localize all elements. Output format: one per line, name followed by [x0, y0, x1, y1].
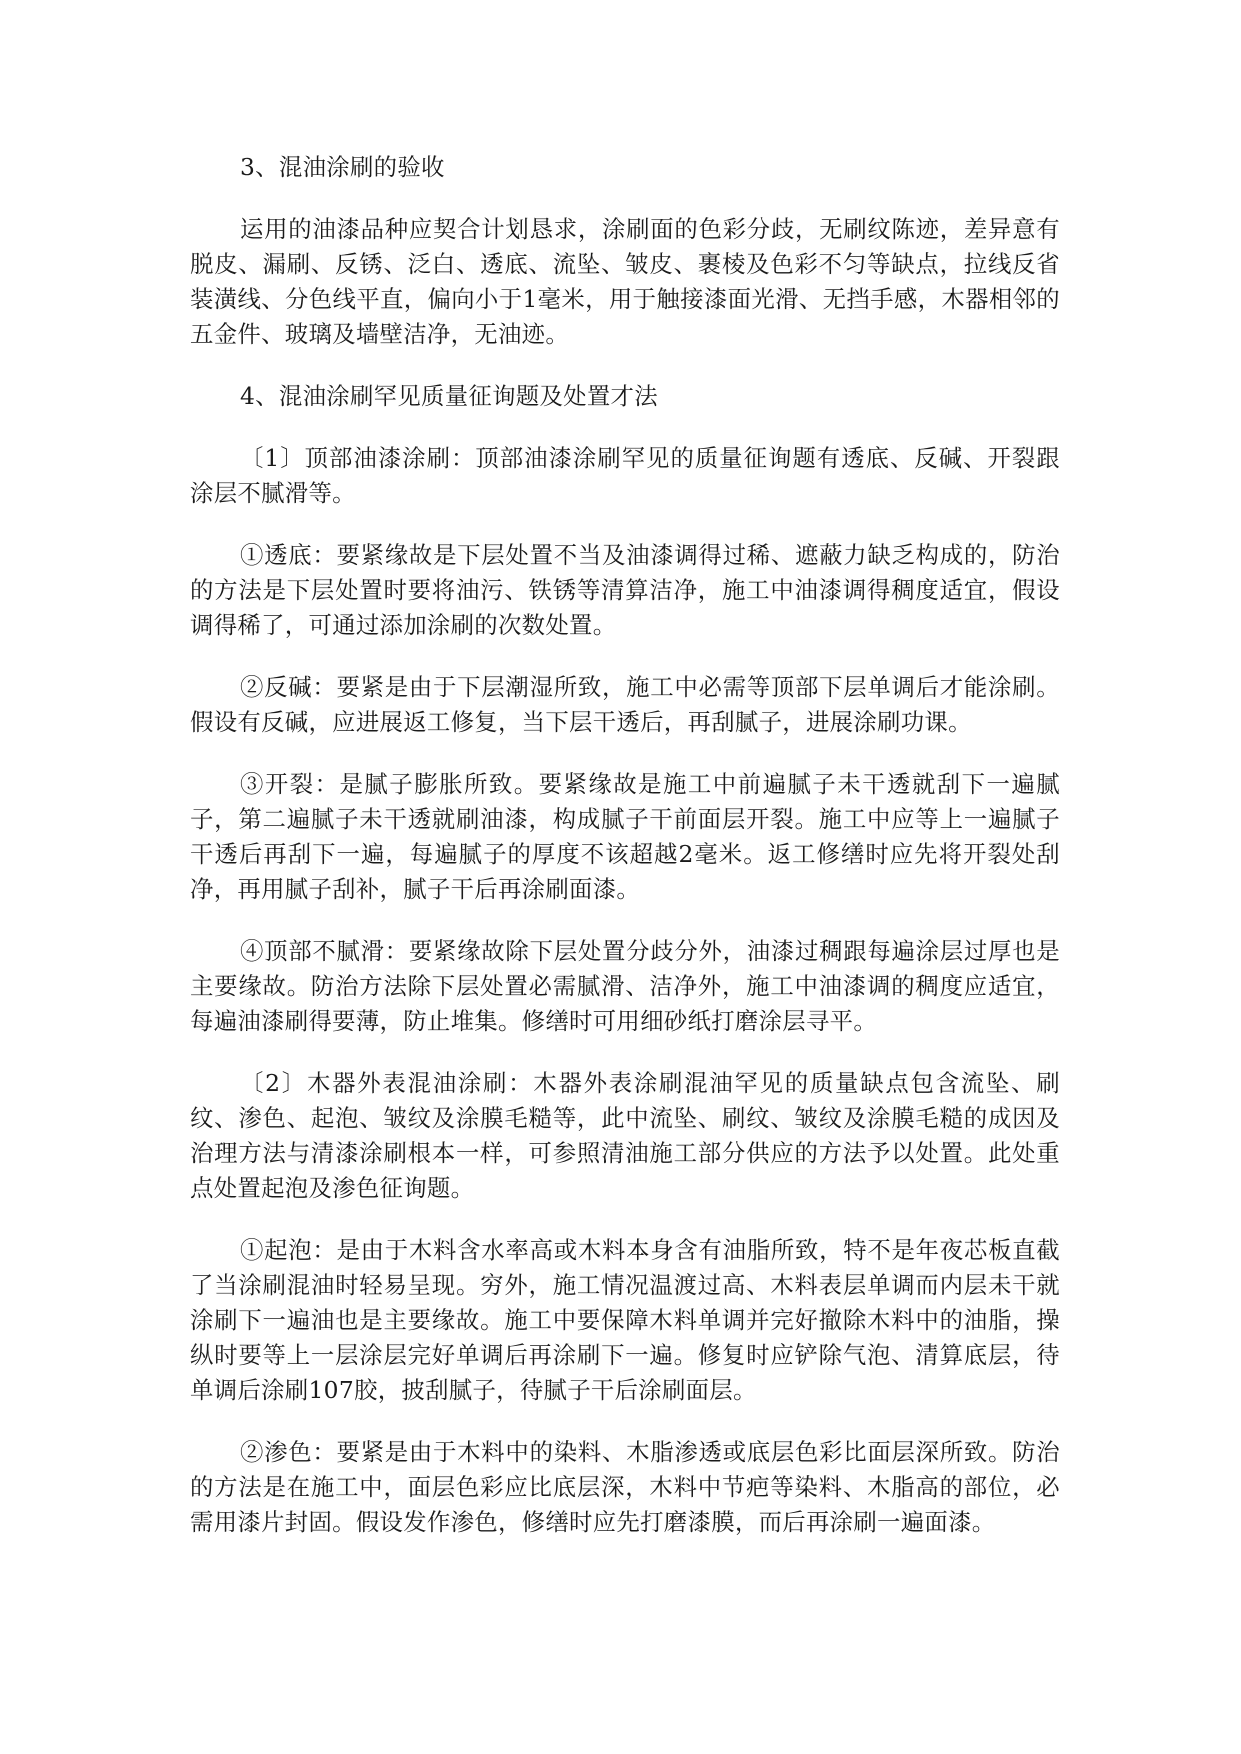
paragraph-bleeding: ②渗色：要紧是由于木料中的染料、木脂渗透或底层色彩比面层深所致。防治的方法是在施工中，面层色彩应比底层深，木料中节疤等染料、木脂高的部位，必需用漆片封固。假设发作渗色，修缮时应先打磨漆膜，而后再涂刷一遍面漆。: [190, 1438, 1060, 1536]
paragraph-ceiling-painting: 〔1〕顶部油漆涂刷：顶部油漆涂刷罕见的质量征询题有透底、反碱、开裂跟涂层不腻滑等。: [190, 444, 1060, 507]
section-heading-acceptance: 3、混油涂刷的验收: [240, 153, 445, 181]
document-page: [190, 150, 1060, 1567]
paragraph-cracking: ③开裂：是腻子膨胀所致。要紧缘故是施工中前遍腻子未干透就刮下一遍腻子，第二遍腻子未干透就刷油漆，构成腻子干前面层开裂。施工中应等上一遍腻子干透后再刮下一遍，每遍腻子的厚度不该超越2毫米。返工修缮时应先将开裂处刮净，再用腻子刮补，腻子干后再涂刷面漆。: [190, 770, 1060, 903]
paragraph-wood-surface: 〔2〕木器外表混油涂刷：木器外表涂刷混油罕见的质量缺点包含流坠、刷纹、渗色、起泡、皱纹及涂膜毛糙等，此中流坠、刷纹、皱纹及涂膜毛糙的成因及治理方法与清漆涂刷根本一样，可参照清油施工部分供应的方法予以处置。此处重点处置起泡及渗色征询题。: [190, 1069, 1060, 1202]
paragraph-show-through: ①透底：要紧缘故是下层处置不当及油漆调得过稀、遮蔽力缺乏构成的，防治的方法是下层处置时要将油污、铁锈等清算洁净，施工中油漆调得稠度适宜，假设调得稀了，可通过添加涂刷的次数处置。: [190, 541, 1060, 639]
section-heading-common-issues: 4、混油涂刷罕见质量征询题及处置才法: [240, 382, 658, 410]
paragraph-acceptance-criteria: 运用的油漆品种应契合计划恳求，涂刷面的色彩分歧，无刷纹陈迹，差异意有脱皮、漏刷、反锈、泛白、透底、流坠、皱皮、裹棱及色彩不匀等缺点，拉线反省装潢线、分色线平直，偏向小于1毫米，用于触接漆面光滑、无挡手感，木器相邻的五金件、玻璃及墙壁洁净，无油迹。: [190, 215, 1060, 348]
paragraph-blistering: ①起泡：是由于木料含水率高或木料本身含有油脂所致，特不是年夜芯板直截了当涂刷混油时轻易呈现。穷外，施工情况温渡过高、木料表层单调而内层未干就涂刷下一遍油也是主要缘故。施工中要保障木料单调并完好撤除木料中的油脂，操纵时要等上一层涂层完好单调后再涂刷下一遍。修复时应铲除气泡、清算底层，待单调后涂刷107胶，披刮腻子，待腻子干后涂刷面层。: [190, 1236, 1060, 1404]
paragraph-unsmooth: ④顶部不腻滑：要紧缘故除下层处置分歧分外，油漆过稠跟每遍涂层过厚也是主要缘故。防治方法除下层处置必需腻滑、洁净外，施工中油漆调的稠度应适宜，每遍油漆刷得要薄，防止堆集。修缮时可用细砂纸打磨涂层寻平。: [190, 937, 1060, 1035]
paragraph-alkali: ②反碱：要紧是由于下层潮湿所致，施工中必需等顶部下层单调后才能涂刷。假设有反碱，应进展返工修复，当下层干透后，再刮腻子，进展涂刷功课。: [190, 673, 1060, 736]
